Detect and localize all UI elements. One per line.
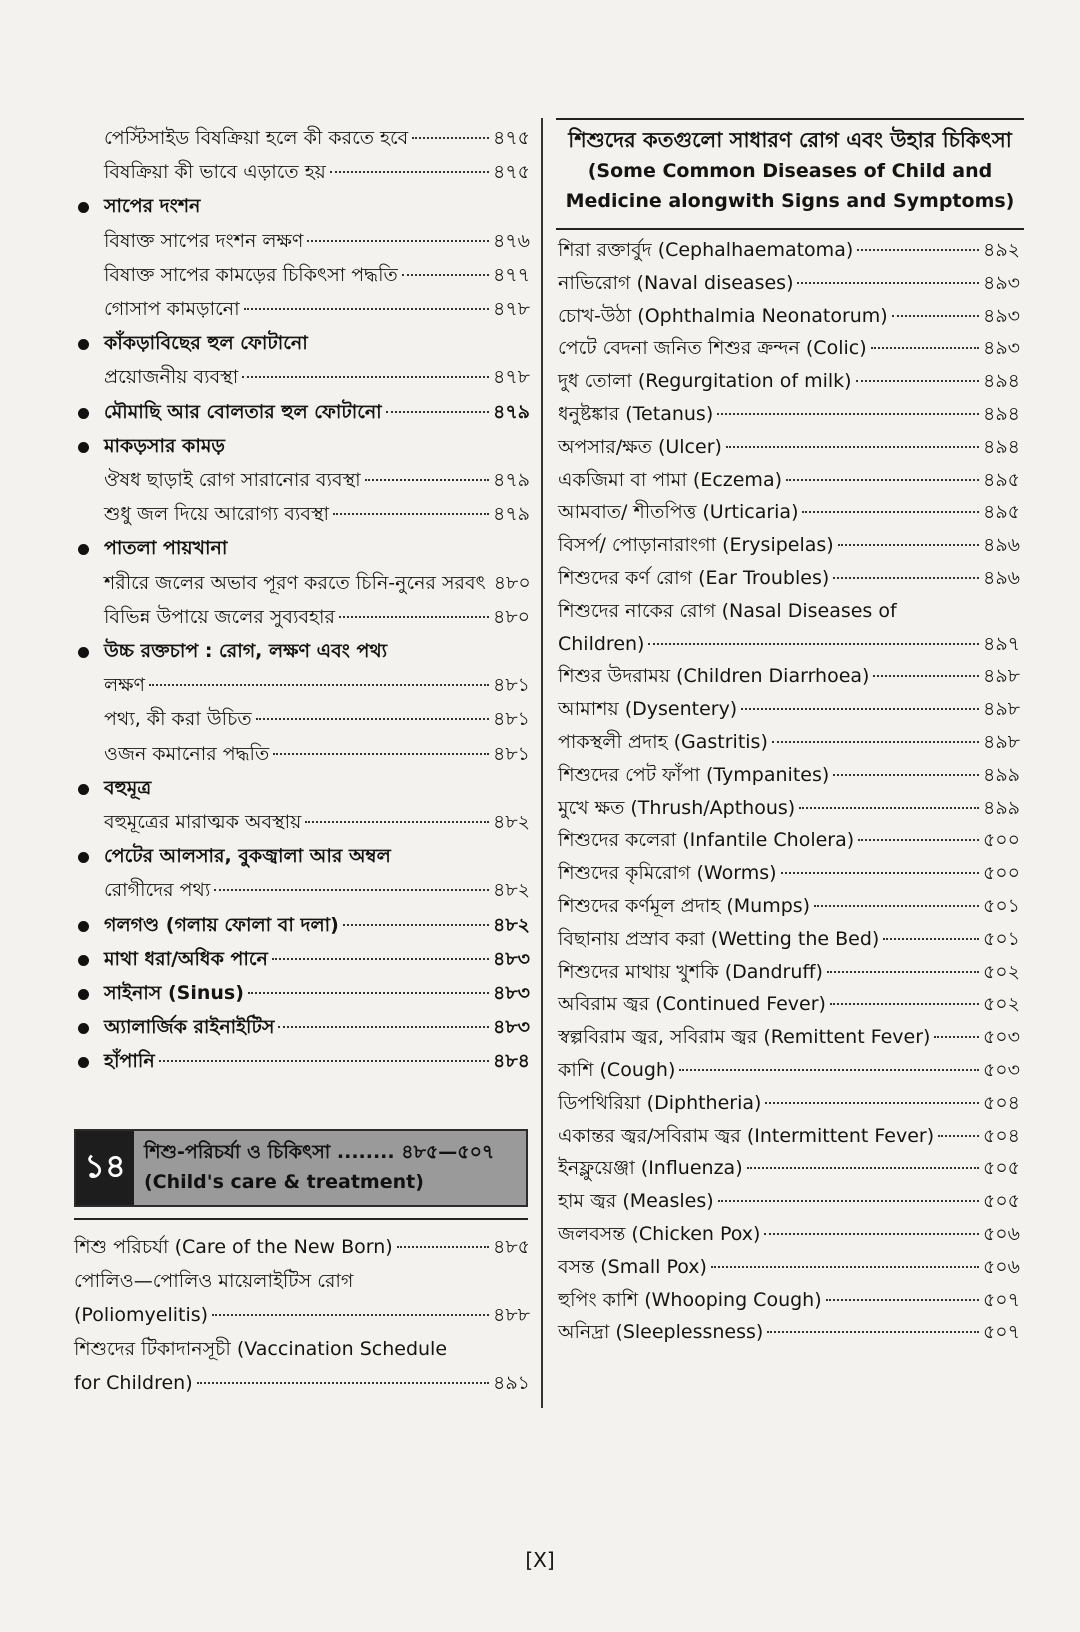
toc-entry[interactable]: শিশুদের কলেরা (Infantile Cholera) ৫০০: [558, 829, 1020, 851]
toc-entry-polio-line1: পোলিও—পোলিও মায়েলাইটিস রোগ: [74, 1270, 354, 1292]
toc-entry[interactable]: পেস্টিসাইড বিষক্রিয়া হলে কী করতে হবে ৪৭৫: [104, 127, 530, 149]
toc-entry[interactable]: বিষাক্ত সাপের কামড়ের চিকিৎসা পদ্ধতি ৪৭৭: [104, 264, 530, 286]
bullet-icon: [78, 955, 89, 966]
bullet-icon: [78, 1023, 89, 1034]
bullet-icon: [78, 921, 89, 932]
toc-entry[interactable]: কাশি (Cough) ৫০৩: [558, 1059, 1020, 1081]
toc-entry[interactable]: রোগীদের পথ্য ৪৮২: [104, 879, 530, 901]
column-divider: [541, 118, 543, 1408]
toc-entry[interactable]: শিশুর উদরাময় (Children Diarrhoea) ৪৯৮: [558, 665, 1020, 687]
toc-entry[interactable]: Children) ৪৯৭: [558, 633, 1020, 655]
toc-entry[interactable]: পেটে বেদনা জনিত শিশুর ক্রন্দন (Colic) ৪৯৩: [558, 337, 1020, 359]
toc-entry-polio[interactable]: (Poliomyelitis) ৪৮৮: [74, 1304, 530, 1326]
bullet-icon: [78, 339, 89, 350]
toc-entry[interactable]: বিষক্রিয়া কী ভাবে এড়াতে হয় ৪৭৫: [104, 161, 530, 183]
toc-entry[interactable]: ইনফ্লুয়েঞ্জা (Influenza) ৫০৫: [558, 1157, 1020, 1179]
bullet-icon: [78, 852, 89, 863]
toc-entry[interactable]: ডিপথিরিয়া (Diphtheria) ৫০৪: [558, 1092, 1020, 1114]
bullet-icon: [78, 202, 89, 213]
toc-entry[interactable]: বিছানায় প্রস্রাব করা (Wetting the Bed) ৫০১: [558, 928, 1020, 950]
toc-entry[interactable]: জলবসন্ত (Chicken Pox) ৫০৬: [558, 1223, 1020, 1245]
toc-entry[interactable]: অপসার/ক্ষত (Ulcer) ৪৯৪: [558, 436, 1020, 458]
toc-entry[interactable]: অ্যালার্জিক রাইনাইটিস ৪৮৩: [104, 1016, 530, 1038]
toc-entry[interactable]: প্রয়োজনীয় ব্যবস্থা ৪৭৮: [104, 366, 530, 388]
toc-entry[interactable]: একজিমা বা পামা (Eczema) ৪৯৫: [558, 469, 1020, 491]
toc-entry[interactable]: হুপিং কাশি (Whooping Cough) ৫০৭: [558, 1289, 1020, 1311]
toc-entry[interactable]: লক্ষণ ৪৮১: [104, 674, 530, 696]
right-header-bn: শিশুদের কতগুলো সাধারণ রোগ এবং উহার চিকিৎসা: [568, 128, 1012, 152]
toc-entry[interactable]: আমবাত/ শীতপিত্ত (Urticaria) ৪৯৫: [558, 501, 1020, 523]
toc-heading: কাঁকড়াবিছের হুল ফোটানো: [104, 332, 308, 354]
section-number: ১৪: [76, 1131, 134, 1205]
toc-entry[interactable]: পথ্য, কী করা উচিত ৪৮১: [104, 708, 530, 730]
section-rule: [74, 1218, 528, 1220]
toc-entry[interactable]: অবিরাম জ্বর (Continued Fever) ৫০২: [558, 993, 1020, 1015]
section-title-block: শিশু-পরিচর্যা ও চিকিৎসা ........ ৪৮৫—৫০৭ (Child's care & treatment): [134, 1131, 504, 1205]
toc-entry[interactable]: নাভিরোগ (Naval diseases) ৪৯৩: [558, 272, 1020, 294]
toc-heading: পাতলা পায়খানা: [104, 537, 228, 559]
toc-entry[interactable]: শিশুদের কর্ণ রোগ (Ear Troubles) ৪৯৬: [558, 567, 1020, 589]
page-number: [X]: [525, 1548, 555, 1572]
toc-entry[interactable]: বিসর্প/ পোড়ানারাংগা (Erysipelas) ৪৯৬: [558, 534, 1020, 556]
toc-entry[interactable]: শুধু জল দিয়ে আরোগ্য ব্যবস্থা ৪৭৯: [104, 503, 530, 525]
toc-heading: পেটের আলসার, বুকজ্বালা আর অম্বল: [104, 845, 391, 867]
toc-heading: সাপের দংশন: [104, 195, 201, 217]
toc-heading: মাকড়সার কামড়: [104, 435, 225, 457]
toc-entry[interactable]: বিভিন্ন উপায়ে জলের সুব্যবহার ৪৮০: [104, 606, 530, 628]
toc-entry[interactable]: শিশুদের পেট ফাঁপা (Tympanites) ৪৯৯: [558, 764, 1020, 786]
toc-entry[interactable]: বহুমূত্রের মারাত্মক অবস্থায় ৪৮২: [104, 811, 530, 833]
toc-entry[interactable]: ঔষধ ছাড়াই রোগ সারানোর ব্যবস্থা ৪৭৯: [104, 469, 530, 491]
toc-entry[interactable]: বিষাক্ত সাপের দংশন লক্ষণ ৪৭৬: [104, 230, 530, 252]
bullet-icon: [78, 442, 89, 453]
toc-entry[interactable]: গোসাপ কামড়ানো ৪৭৮: [104, 298, 530, 320]
toc-entry[interactable]: শিশুদের মাথায় খুশকি (Dandruff) ৫০২: [558, 961, 1020, 983]
right-header-en-2: Medicine alongwith Signs and Symptoms): [565, 190, 1015, 212]
toc-entry[interactable]: মাথা ধরা/অধিক পানে ৪৮৩: [104, 948, 530, 970]
toc-entry[interactable]: শরীরে জলের অভাব পূরণ করতে চিনি-নুনের সরবৎ ৪৮০: [104, 572, 531, 594]
toc-entry[interactable]: মুখে ক্ষত (Thrush/Apthous) ৪৯৯: [558, 797, 1020, 819]
toc-entry[interactable]: আমাশয় (Dysentery) ৪৯৮: [558, 698, 1020, 720]
toc-heading: বহুমূত্র: [104, 777, 152, 799]
toc-entry[interactable]: শিশুদের কর্ণমূল প্রদাহ (Mumps) ৫০১: [558, 895, 1020, 917]
toc-entry[interactable]: শিরা রক্তার্বুদ (Cephalhaematoma) ৪৯২: [558, 239, 1020, 261]
toc-entry[interactable]: পাকস্থলী প্রদাহ (Gastritis) ৪৯৮: [558, 731, 1020, 753]
toc-entry-vaccination-line1: শিশুদের টিকাদানসূচী (Vaccination Schedule: [74, 1338, 448, 1360]
bullet-icon: [78, 1057, 89, 1068]
bullet-icon: [78, 784, 89, 795]
right-header-en-1: (Some Common Diseases of Child and: [587, 160, 993, 182]
section-14-banner: [74, 1129, 528, 1207]
toc-entry[interactable]: হাম জ্বর (Measles) ৫০৫: [558, 1190, 1020, 1212]
toc-entry[interactable]: শিশুদের কৃমিরোগ (Worms) ৫০০: [558, 862, 1020, 884]
toc-entry[interactable]: বসন্ত (Small Pox) ৫০৬: [558, 1256, 1020, 1278]
toc-entry[interactable]: একান্তর জ্বর/সবিরাম জ্বর (Intermittent Fever) ৫০৪: [558, 1125, 1020, 1147]
bullet-icon: [78, 647, 89, 658]
toc-entry[interactable]: ওজন কমানোর পদ্ধতি ৪৮১: [104, 743, 530, 765]
toc-entry[interactable]: হাঁপানি ৪৮৪: [104, 1050, 530, 1072]
toc-entry-care-new-born[interactable]: শিশু পরিচর্যা (Care of the New Born) ৪৮৫: [74, 1236, 530, 1258]
section-title-bn: শিশু-পরিচর্যা ও চিকিৎসা: [144, 1141, 331, 1163]
bullet-icon: [78, 544, 89, 555]
toc-entry[interactable]: মৌমাছি আর বোলতার হুল ফোটানো ৪৭৯: [104, 401, 530, 423]
section-range: ৪৮৫—৫০৭: [401, 1141, 495, 1163]
toc-entry[interactable]: শিশুদের নাকের রোগ (Nasal Diseases of: [558, 600, 897, 622]
bullet-icon: [78, 408, 89, 419]
toc-entry[interactable]: গলগণ্ড (গলায় ফোলা বা দলা) ৪৮২: [104, 914, 530, 936]
right-header-rule-top: [556, 118, 1024, 120]
toc-entry[interactable]: অনিদ্রা (Sleeplessness) ৫০৭: [558, 1321, 1020, 1343]
right-section-header: [556, 124, 1024, 216]
toc-entry-vaccination[interactable]: for Children) ৪৯১: [74, 1372, 530, 1394]
right-header-rule-bottom: [556, 228, 1024, 230]
section-title-en: (Child's care & treatment): [144, 1171, 424, 1193]
bullet-icon: [78, 989, 89, 1000]
toc-entry[interactable]: সাইনাস (Sinus) ৪৮৩: [104, 982, 530, 1004]
toc-heading: উচ্চ রক্তচাপ : রোগ, লক্ষণ এবং পথ্য: [104, 640, 388, 662]
toc-entry[interactable]: চোখ-উঠা (Ophthalmia Neonatorum) ৪৯৩: [558, 305, 1020, 327]
toc-entry[interactable]: ধনুষ্টঙ্কার (Tetanus) ৪৯৪: [558, 403, 1020, 425]
toc-entry[interactable]: দুধ তোলা (Regurgitation of milk) ৪৯৪: [558, 370, 1020, 392]
toc-entry[interactable]: স্বল্পবিরাম জ্বর, সবিরাম জ্বর (Remittent Fever) ৫০৩: [558, 1026, 1020, 1048]
